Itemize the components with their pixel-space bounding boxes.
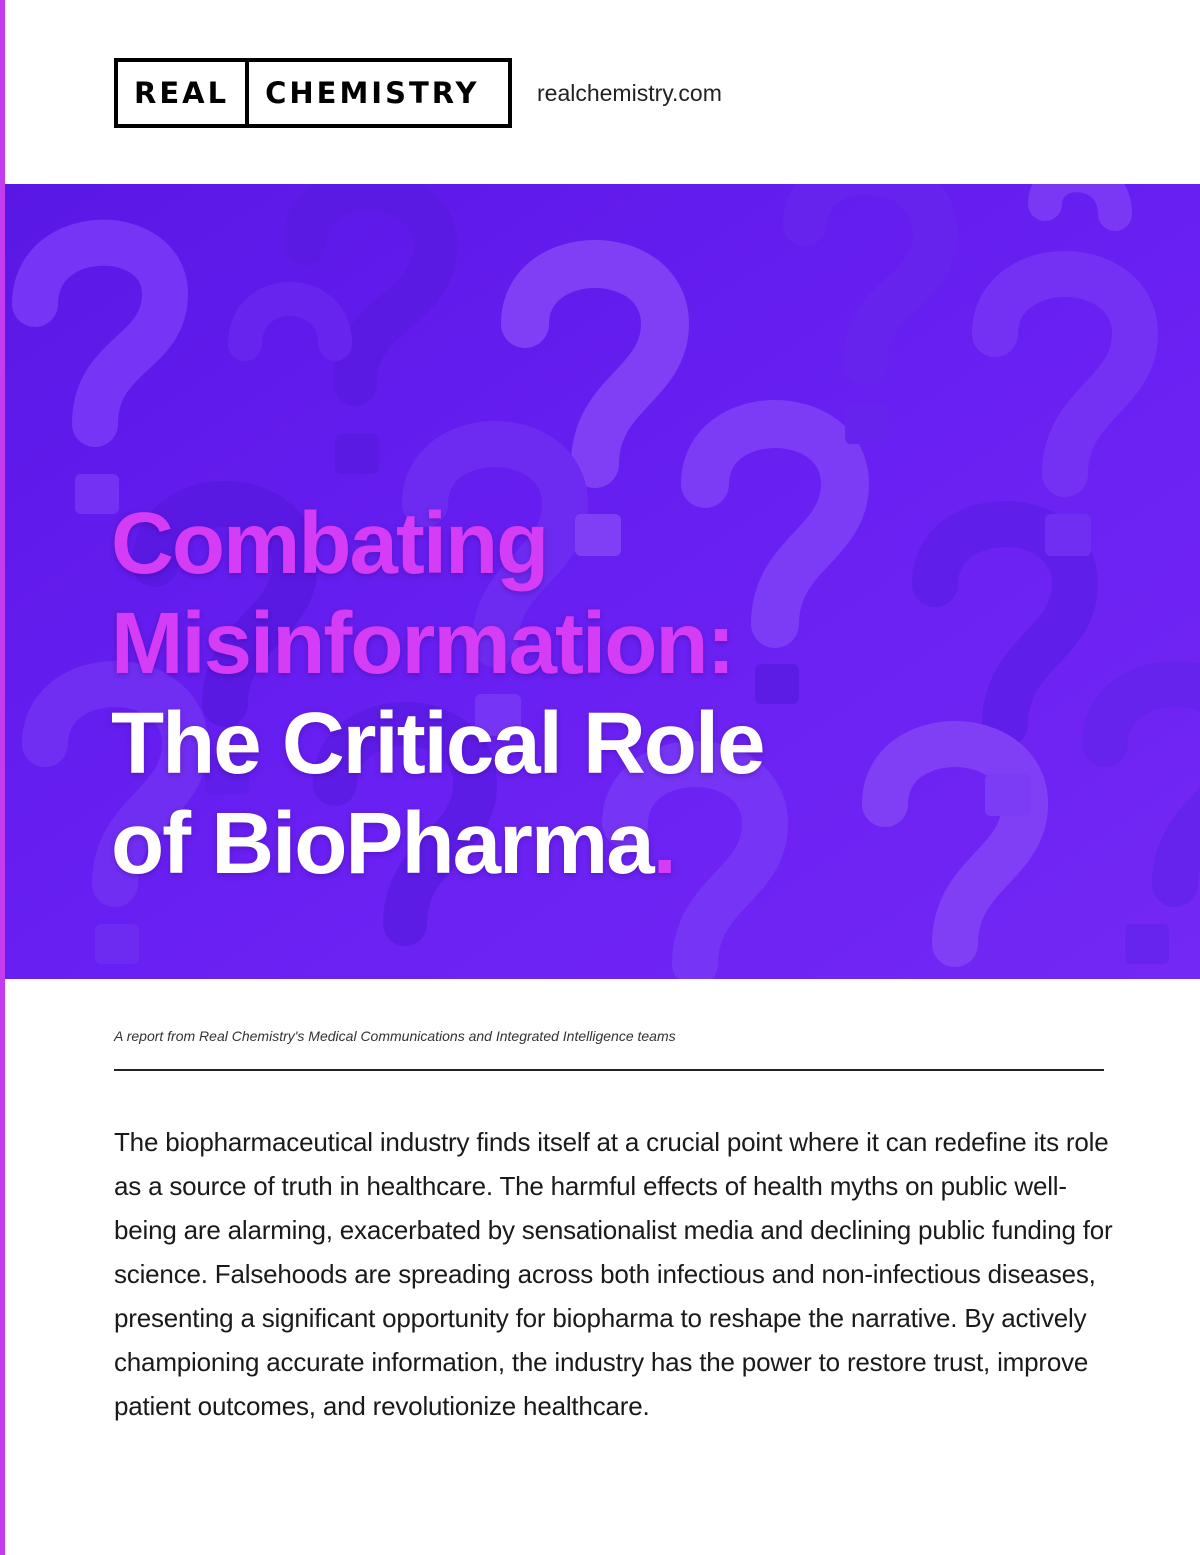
title-line-2: Misinformation:: [111, 595, 734, 692]
logo-word-real: REAL: [118, 62, 249, 124]
divider-line: [114, 1069, 1104, 1071]
title-line-1: Combating: [111, 495, 548, 592]
report-byline: A report from Real Chemistry's Medical Communications and Integrated Intelligence teams: [114, 1028, 676, 1044]
title-line-4: [111, 794, 763, 894]
report-title: [111, 494, 763, 894]
real-chemistry-logo[interactable]: [114, 58, 512, 128]
website-link[interactable]: realchemistry.com: [537, 80, 722, 106]
intro-paragraph: The biopharmaceutical industry finds itself at a crucial point where it can redefine its role as a source of truth in healthcare. The harmful effects of health myths on public well-being are alarming, exacerbated by sensationalist media and declining public funding for science. Falsehoods are spreading across both infectious and non-infectious diseases, presenting a significant opportunity for biopharma to reshape the narrative. By actively championing accurate information, the industry has the power to restore trust, improve patient outcomes, and revolutionize healthcare.: [114, 1127, 1113, 1421]
title-line-4-text: of BioPharma: [111, 795, 653, 892]
title-end-mark: .: [652, 795, 675, 892]
logo-word-chemistry: CHEMISTRY: [265, 76, 480, 110]
title-line-3: The Critical Role: [111, 695, 764, 792]
